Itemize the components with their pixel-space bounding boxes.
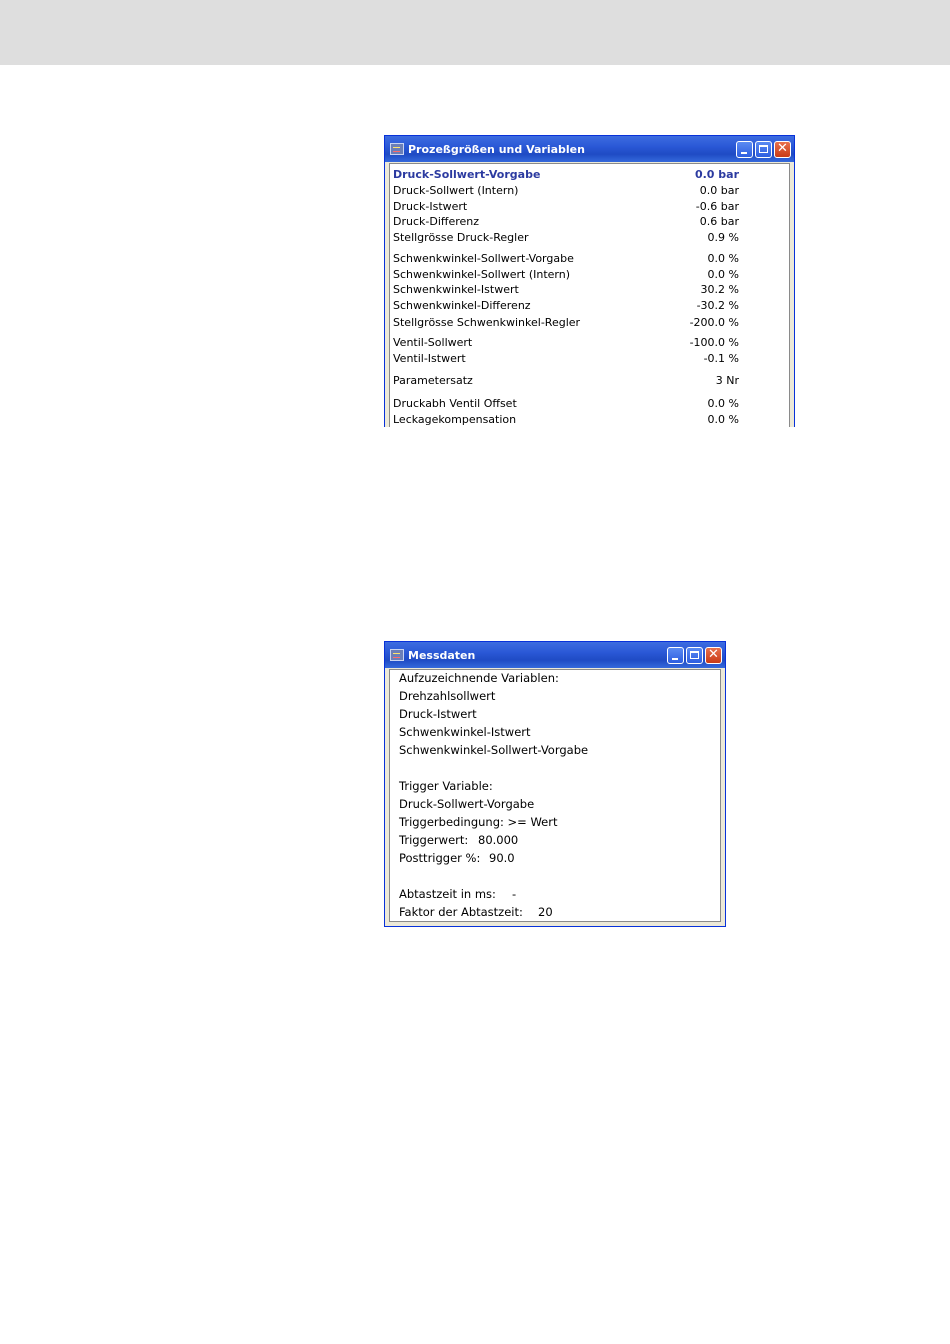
variable-label: Parametersatz [393, 374, 473, 387]
list-item[interactable] [393, 200, 786, 216]
close-button[interactable] [705, 647, 722, 664]
list-item[interactable] [393, 252, 786, 268]
list-item[interactable] [393, 231, 786, 247]
variable-value: -200.0 % [689, 316, 739, 329]
minimize-button[interactable] [736, 141, 753, 158]
variable-value: 0.0 % [707, 397, 739, 410]
variable-value: -0.1 % [703, 352, 739, 365]
variable-value: 0.0 bar [694, 168, 739, 181]
variable-value: 30.2 % [700, 283, 739, 296]
close-button[interactable] [774, 141, 791, 158]
trigger-value-row [399, 833, 716, 849]
variable-label: Stellgrösse Druck-Regler [393, 231, 529, 244]
sample-time-value: - [512, 887, 517, 901]
variable-label: Stellgrösse Schwenkwinkel-Regler [393, 316, 581, 329]
list-item[interactable] [393, 184, 786, 200]
sample-time-row [399, 887, 716, 903]
trigger-variable: Druck-Sollwert-Vorgabe [399, 797, 535, 811]
recorded-variable: Druck-Istwert [399, 707, 477, 721]
maximize-button[interactable] [686, 647, 703, 664]
posttrigger-row [399, 851, 716, 867]
sample-factor-label: Faktor der Abtastzeit: [399, 905, 523, 919]
variable-value: 0.0 % [707, 252, 739, 265]
maximize-icon [759, 145, 768, 153]
close-icon: ✕ [777, 140, 788, 156]
variable-label: Ventil-Istwert [393, 352, 466, 365]
window-title: Messdaten [408, 648, 476, 662]
list-item[interactable] [393, 374, 786, 390]
list-item[interactable] [393, 268, 786, 284]
list-item[interactable] [393, 413, 786, 427]
process-variables-window [384, 135, 795, 427]
variable-value: -100.0 % [689, 336, 739, 349]
maximize-icon [690, 651, 699, 659]
variable-label: Druck-Istwert [393, 200, 468, 213]
window-titlebar[interactable] [385, 642, 725, 668]
trigger-value: 80.000 [478, 833, 519, 847]
variable-value: -0.6 bar [695, 200, 739, 213]
variable-label: Druck-Differenz [393, 215, 480, 228]
minimize-icon [672, 658, 678, 660]
app-icon [390, 649, 404, 661]
window-title: Prozeßgrößen und Variablen [408, 142, 585, 156]
list-item[interactable] [393, 316, 786, 332]
measurement-data-window [384, 641, 726, 927]
variable-value: 0.0 % [707, 413, 739, 426]
sample-factor-value: 20 [538, 905, 553, 919]
page-header-band [0, 0, 950, 65]
variable-label: Schwenkwinkel-Differenz [393, 299, 531, 312]
variable-label: Leckagekompensation [393, 413, 517, 426]
list-item[interactable] [393, 215, 786, 231]
minimize-icon [741, 152, 747, 154]
list-item[interactable] [393, 283, 786, 299]
section-heading-variables: Aufzuzeichnende Variablen: [399, 671, 559, 685]
list-item[interactable] [393, 336, 786, 352]
measurement-info [389, 669, 721, 922]
posttrigger-value: 90.0 [489, 851, 515, 865]
close-icon: ✕ [708, 646, 719, 662]
variable-label: Druck-Sollwert-Vorgabe [393, 168, 541, 181]
variable-value: 0.0 bar [699, 184, 739, 197]
minimize-button[interactable] [667, 647, 684, 664]
list-item[interactable] [393, 168, 786, 184]
variable-value: -30.2 % [696, 299, 739, 312]
recorded-variable: Schwenkwinkel-Sollwert-Vorgabe [399, 743, 589, 757]
variable-label: Druckabh Ventil Offset [393, 397, 517, 410]
list-item[interactable] [393, 397, 786, 413]
variable-label: Schwenkwinkel-Istwert [393, 283, 519, 296]
posttrigger-label: Posttrigger %: [399, 851, 481, 865]
trigger-condition: Triggerbedingung: >= Wert [399, 815, 558, 829]
list-item[interactable] [393, 352, 786, 368]
variable-label: Druck-Sollwert (Intern) [393, 184, 519, 197]
section-heading-trigger: Trigger Variable: [399, 779, 493, 793]
variable-value: 0.0 % [707, 268, 739, 281]
app-icon [390, 143, 404, 155]
recorded-variable: Drehzahlsollwert [399, 689, 496, 703]
list-item[interactable] [393, 299, 786, 315]
trigger-value-label: Triggerwert: [399, 833, 469, 847]
recorded-variable: Schwenkwinkel-Istwert [399, 725, 531, 739]
variable-label: Schwenkwinkel-Sollwert (Intern) [393, 268, 571, 281]
variables-list [389, 163, 790, 427]
variable-value: 0.6 bar [699, 215, 739, 228]
variable-value: 3 Nr [715, 374, 739, 387]
sample-time-label: Abtastzeit in ms: [399, 887, 496, 901]
variable-label: Ventil-Sollwert [393, 336, 473, 349]
sample-factor-row [399, 905, 716, 921]
maximize-button[interactable] [755, 141, 772, 158]
variable-label: Schwenkwinkel-Sollwert-Vorgabe [393, 252, 574, 265]
window-titlebar[interactable] [385, 136, 794, 162]
variable-value: 0.9 % [707, 231, 739, 244]
